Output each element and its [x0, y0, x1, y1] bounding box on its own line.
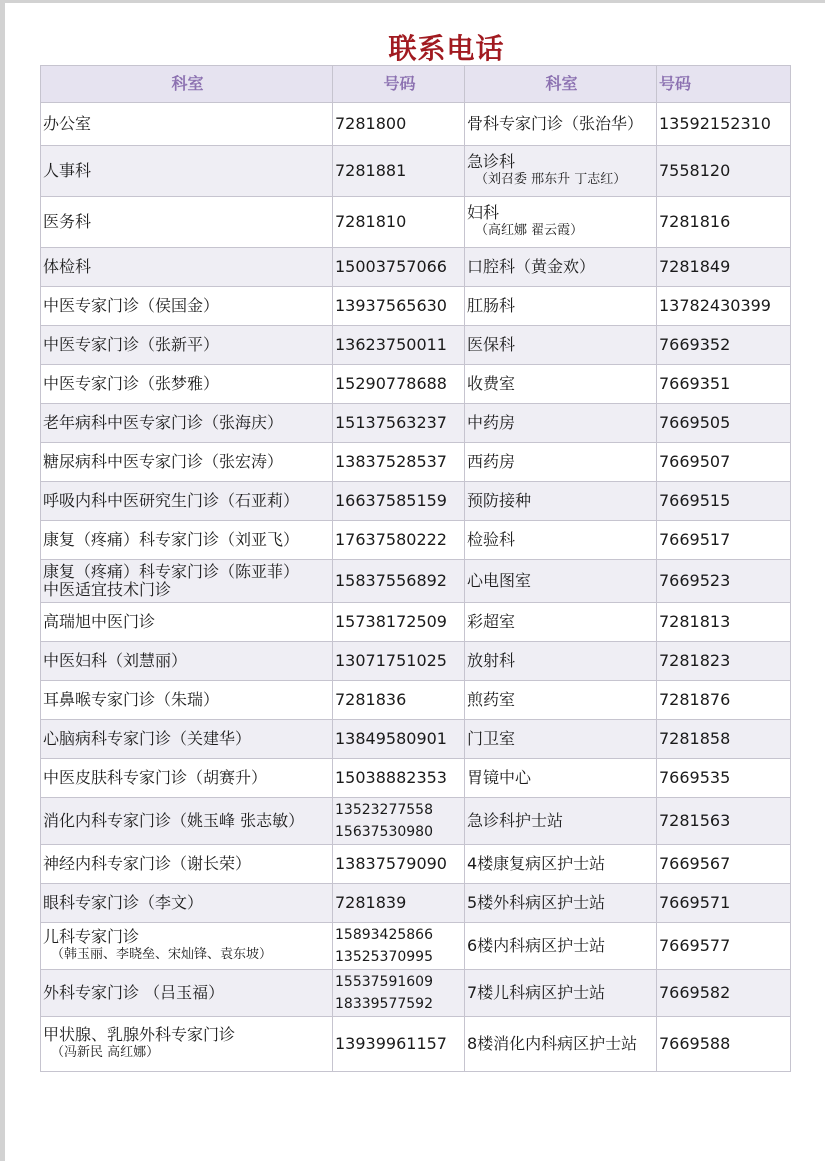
department-cell — [465, 146, 657, 197]
department-cell-line: 外科专家门诊 （吕玉福） — [43, 983, 225, 1002]
phone-cell-line: 7669505 — [659, 413, 731, 432]
phone-cell-line: 7669517 — [659, 530, 731, 549]
phone-cell — [333, 798, 465, 845]
department-cell-line: 医保科 — [467, 335, 516, 354]
department-cell-line: 放射科 — [467, 651, 516, 670]
phone-cell-line: 13937565630 — [335, 296, 447, 315]
phone-cell-line: 7669535 — [659, 768, 731, 787]
table-row — [41, 642, 791, 681]
phone-cell — [333, 248, 465, 287]
table-row — [41, 103, 791, 146]
phone-cell — [333, 642, 465, 681]
phone-cell — [657, 443, 791, 482]
department-cell-line: 办公室 — [43, 114, 92, 133]
department-cell — [41, 521, 333, 560]
phone-cell-line: 7281563 — [659, 811, 731, 830]
department-cell-line: 6楼内科病区护士站 — [467, 936, 606, 955]
phone-cell-line: 15537591609 — [335, 974, 433, 990]
table-row — [41, 884, 791, 923]
department-cell-line: 消化内科专家门诊（姚玉峰 张志敏） — [43, 811, 305, 830]
header-phone-1: 号码 — [333, 66, 465, 103]
phone-cell — [333, 146, 465, 197]
phone-cell-line: 7281813 — [659, 612, 731, 631]
phone-cell — [657, 845, 791, 884]
department-cell-line: 儿科专家门诊 — [43, 927, 140, 946]
phone-cell-line: 17637580222 — [335, 530, 447, 549]
phone-cell-line: 15137563237 — [335, 413, 447, 432]
table-row — [41, 798, 791, 845]
phone-cell — [333, 759, 465, 798]
department-cell-line: （韩玉丽、李晓垒、宋灿锋、袁东坡） — [51, 947, 273, 962]
phone-cell-line: 15893425866 — [335, 927, 433, 943]
phone-cell-line: 13837579090 — [335, 854, 447, 873]
department-cell — [465, 970, 657, 1017]
department-cell — [41, 482, 333, 521]
table-row — [41, 923, 791, 970]
header-department-1: 科室 — [41, 66, 333, 103]
table-body — [41, 103, 791, 1072]
header-phone-2: 号码 — [657, 66, 791, 103]
department-cell-line: 煎药室 — [467, 690, 516, 709]
phone-cell — [657, 1017, 791, 1072]
department-cell — [41, 603, 333, 642]
department-cell — [465, 845, 657, 884]
department-cell-line: 口腔科（黄金欢） — [467, 257, 596, 276]
department-cell — [465, 1017, 657, 1072]
department-cell — [465, 720, 657, 759]
phone-cell — [333, 326, 465, 365]
department-cell — [465, 326, 657, 365]
department-cell — [465, 642, 657, 681]
phone-cell — [657, 720, 791, 759]
department-cell-line: 呼吸内科中医研究生门诊（石亚莉） — [43, 491, 300, 510]
table-row — [41, 720, 791, 759]
department-cell-line: 急诊科护士站 — [467, 811, 564, 830]
phone-cell — [657, 603, 791, 642]
table-row — [41, 365, 791, 404]
department-cell — [41, 1017, 333, 1072]
department-cell — [465, 197, 657, 248]
department-cell-line: 门卫室 — [467, 729, 516, 748]
department-cell-line: 中药房 — [467, 413, 516, 432]
phone-cell — [333, 521, 465, 560]
phone-cell-line: 7669351 — [659, 374, 731, 393]
department-cell — [41, 197, 333, 248]
header-department-2: 科室 — [465, 66, 657, 103]
phone-cell-line: 7281836 — [335, 690, 407, 709]
department-cell-line: 康复（疼痛）科专家门诊（刘亚飞） — [43, 530, 300, 549]
phone-cell-line: 7669507 — [659, 452, 731, 471]
department-cell-line: 肛肠科 — [467, 296, 516, 315]
phone-cell-line: 13525370995 — [335, 949, 433, 965]
phone-cell-line: 13782430399 — [659, 296, 771, 315]
department-cell — [465, 482, 657, 521]
phone-cell — [657, 248, 791, 287]
table-row — [41, 845, 791, 884]
table-header-row — [41, 66, 791, 103]
page-title: 联系电话 — [388, 32, 505, 65]
phone-cell-line: 7281849 — [659, 257, 731, 276]
phone-cell-line: 13849580901 — [335, 729, 447, 748]
phone-cell — [333, 365, 465, 404]
department-cell-line: 检验科 — [467, 530, 516, 549]
phone-cell-line: 13837528537 — [335, 452, 447, 471]
phone-cell — [333, 404, 465, 443]
department-cell-line: 心电图室 — [467, 571, 532, 590]
table-row — [41, 560, 791, 603]
phone-cell — [333, 720, 465, 759]
phone-cell — [657, 287, 791, 326]
department-cell-line: 7楼儿科病区护士站 — [467, 983, 606, 1002]
phone-cell-line: 7669523 — [659, 571, 731, 590]
department-cell — [465, 521, 657, 560]
department-cell — [41, 404, 333, 443]
department-cell-line: 西药房 — [467, 452, 516, 471]
department-cell — [41, 560, 333, 603]
phone-cell-line: 7281881 — [335, 161, 407, 180]
department-cell-line: 急诊科 — [467, 152, 516, 171]
table-row — [41, 248, 791, 287]
department-cell — [465, 798, 657, 845]
phone-cell-line: 13592152310 — [659, 114, 771, 133]
phone-cell — [657, 103, 791, 146]
department-cell-line: 高瑞旭中医门诊 — [43, 612, 156, 631]
phone-cell-line: 7281823 — [659, 651, 731, 670]
phone-cell — [657, 970, 791, 1017]
department-cell — [465, 103, 657, 146]
phone-cell — [657, 884, 791, 923]
phone-cell-line: 15038882353 — [335, 768, 447, 787]
department-cell — [41, 642, 333, 681]
department-cell-line: 康复（疼痛）科专家门诊（陈亚菲） — [43, 562, 300, 581]
department-cell — [41, 845, 333, 884]
phone-cell-line: 15837556892 — [335, 571, 447, 590]
department-cell — [41, 103, 333, 146]
department-cell — [465, 365, 657, 404]
table-row — [41, 197, 791, 248]
department-cell — [41, 443, 333, 482]
department-cell — [465, 443, 657, 482]
table-row — [41, 603, 791, 642]
phone-cell-line: 7281876 — [659, 690, 731, 709]
department-cell — [41, 326, 333, 365]
department-cell-line: 神经内科专家门诊（谢长荣） — [43, 854, 252, 873]
department-cell — [41, 884, 333, 923]
phone-cell — [333, 681, 465, 720]
table-row — [41, 521, 791, 560]
phone-cell — [657, 923, 791, 970]
department-cell-line: 中医专家门诊（张新平） — [43, 335, 220, 354]
phone-cell — [333, 560, 465, 603]
department-cell-line: 人事科 — [43, 161, 92, 180]
table-row — [41, 482, 791, 521]
phone-cell-line: 7669571 — [659, 893, 731, 912]
phone-cell-line: 13623750011 — [335, 335, 447, 354]
department-cell — [465, 681, 657, 720]
department-cell-line: 妇科 — [467, 203, 500, 222]
table-row — [41, 970, 791, 1017]
phone-cell-line: 7669352 — [659, 335, 731, 354]
phone-cell — [657, 560, 791, 603]
department-cell — [41, 798, 333, 845]
department-cell — [465, 560, 657, 603]
phone-cell-line: 7281839 — [335, 893, 407, 912]
phone-cell-line: 15637530980 — [335, 824, 433, 840]
department-cell — [465, 884, 657, 923]
phone-cell — [657, 482, 791, 521]
phone-cell — [657, 759, 791, 798]
department-cell — [41, 970, 333, 1017]
table-row — [41, 1017, 791, 1072]
department-cell-line: 收费室 — [467, 374, 516, 393]
phone-cell-line: 7669567 — [659, 854, 731, 873]
department-cell — [465, 287, 657, 326]
department-cell-line: 眼科专家门诊（李文） — [43, 893, 204, 912]
department-cell — [41, 248, 333, 287]
department-cell-line: 4楼康复病区护士站 — [467, 854, 606, 873]
phone-cell — [657, 146, 791, 197]
department-cell — [41, 759, 333, 798]
phone-cell — [657, 197, 791, 248]
phone-cell-line: 16637585159 — [335, 491, 447, 510]
phone-cell — [333, 443, 465, 482]
phone-cell-line: 15738172509 — [335, 612, 447, 631]
department-cell-line: 预防接种 — [467, 491, 532, 510]
table-row — [41, 326, 791, 365]
phone-cell — [657, 798, 791, 845]
phone-cell-line: 15003757066 — [335, 257, 447, 276]
phone-cell-line: 7281800 — [335, 114, 407, 133]
phone-cell-line: 13939961157 — [335, 1034, 447, 1053]
phone-cell-line: 13071751025 — [335, 651, 447, 670]
department-cell-line: 心脑病科专家门诊（关建华） — [43, 729, 252, 748]
department-cell — [41, 365, 333, 404]
phone-cell-line: 7669515 — [659, 491, 731, 510]
phone-cell-line: 7281858 — [659, 729, 731, 748]
department-cell-line: 5楼外科病区护士站 — [467, 893, 606, 912]
phone-cell — [333, 845, 465, 884]
department-cell-line: 糖尿病科中医专家门诊（张宏涛） — [43, 452, 284, 471]
department-cell — [41, 287, 333, 326]
table-row — [41, 404, 791, 443]
phone-cell-line: 18339577592 — [335, 996, 433, 1012]
department-cell-line: 中医皮肤科专家门诊（胡赛升） — [43, 768, 268, 787]
phone-cell — [333, 884, 465, 923]
phone-cell — [333, 923, 465, 970]
document-page — [5, 3, 825, 1161]
phone-cell — [657, 521, 791, 560]
department-cell — [465, 759, 657, 798]
table-row — [41, 287, 791, 326]
phone-cell — [657, 326, 791, 365]
department-cell-line: 8楼消化内科病区护士站 — [467, 1034, 638, 1053]
department-cell — [41, 720, 333, 759]
department-cell-line: 甲状腺、乳腺外科专家门诊 — [43, 1025, 236, 1044]
department-cell-line: 中医妇科（刘慧丽） — [43, 651, 188, 670]
phone-cell — [657, 365, 791, 404]
department-cell — [41, 681, 333, 720]
phone-cell — [333, 482, 465, 521]
table-row — [41, 759, 791, 798]
contact-table — [40, 65, 791, 1072]
phone-cell — [333, 287, 465, 326]
phone-cell — [333, 197, 465, 248]
phone-cell-line: 7558120 — [659, 161, 731, 180]
department-cell-line: 中医专家门诊（侯国金） — [43, 296, 220, 315]
department-cell — [465, 404, 657, 443]
phone-cell — [333, 1017, 465, 1072]
department-cell-line: （刘召委 邢东升 丁志红） — [475, 172, 627, 187]
department-cell-line: 胃镜中心 — [467, 768, 532, 787]
phone-cell-line: 7281810 — [335, 212, 407, 231]
table-row — [41, 146, 791, 197]
department-cell — [465, 248, 657, 287]
table-row — [41, 681, 791, 720]
phone-cell — [333, 970, 465, 1017]
department-cell-line: （高红娜 翟云霞） — [475, 223, 584, 238]
department-cell — [465, 603, 657, 642]
phone-cell-line: 7281816 — [659, 212, 731, 231]
department-cell — [41, 923, 333, 970]
phone-cell-line: 13523277558 — [335, 802, 433, 818]
department-cell-line: 中医专家门诊（张梦雅） — [43, 374, 220, 393]
department-cell-line: 骨科专家门诊（张治华） — [467, 114, 644, 133]
phone-cell — [333, 603, 465, 642]
department-cell-line: 老年病科中医专家门诊（张海庆） — [43, 413, 284, 432]
department-cell — [465, 923, 657, 970]
phone-cell-line: 7669588 — [659, 1034, 731, 1053]
table-row — [41, 443, 791, 482]
department-cell-line: （冯新民 高红娜） — [51, 1045, 160, 1060]
department-cell — [41, 146, 333, 197]
phone-cell — [333, 103, 465, 146]
phone-cell-line: 7669582 — [659, 983, 731, 1002]
department-cell-line: 耳鼻喉专家门诊（朱瑞） — [43, 690, 220, 709]
department-cell-line: 体检科 — [43, 257, 92, 276]
department-cell-line: 医务科 — [43, 212, 92, 231]
phone-cell-line: 15290778688 — [335, 374, 447, 393]
phone-cell — [657, 404, 791, 443]
department-cell-line: 彩超室 — [467, 612, 516, 631]
department-cell-line: 中医适宜技术门诊 — [43, 580, 172, 599]
phone-cell — [657, 642, 791, 681]
phone-cell — [657, 681, 791, 720]
phone-cell-line: 7669577 — [659, 936, 731, 955]
